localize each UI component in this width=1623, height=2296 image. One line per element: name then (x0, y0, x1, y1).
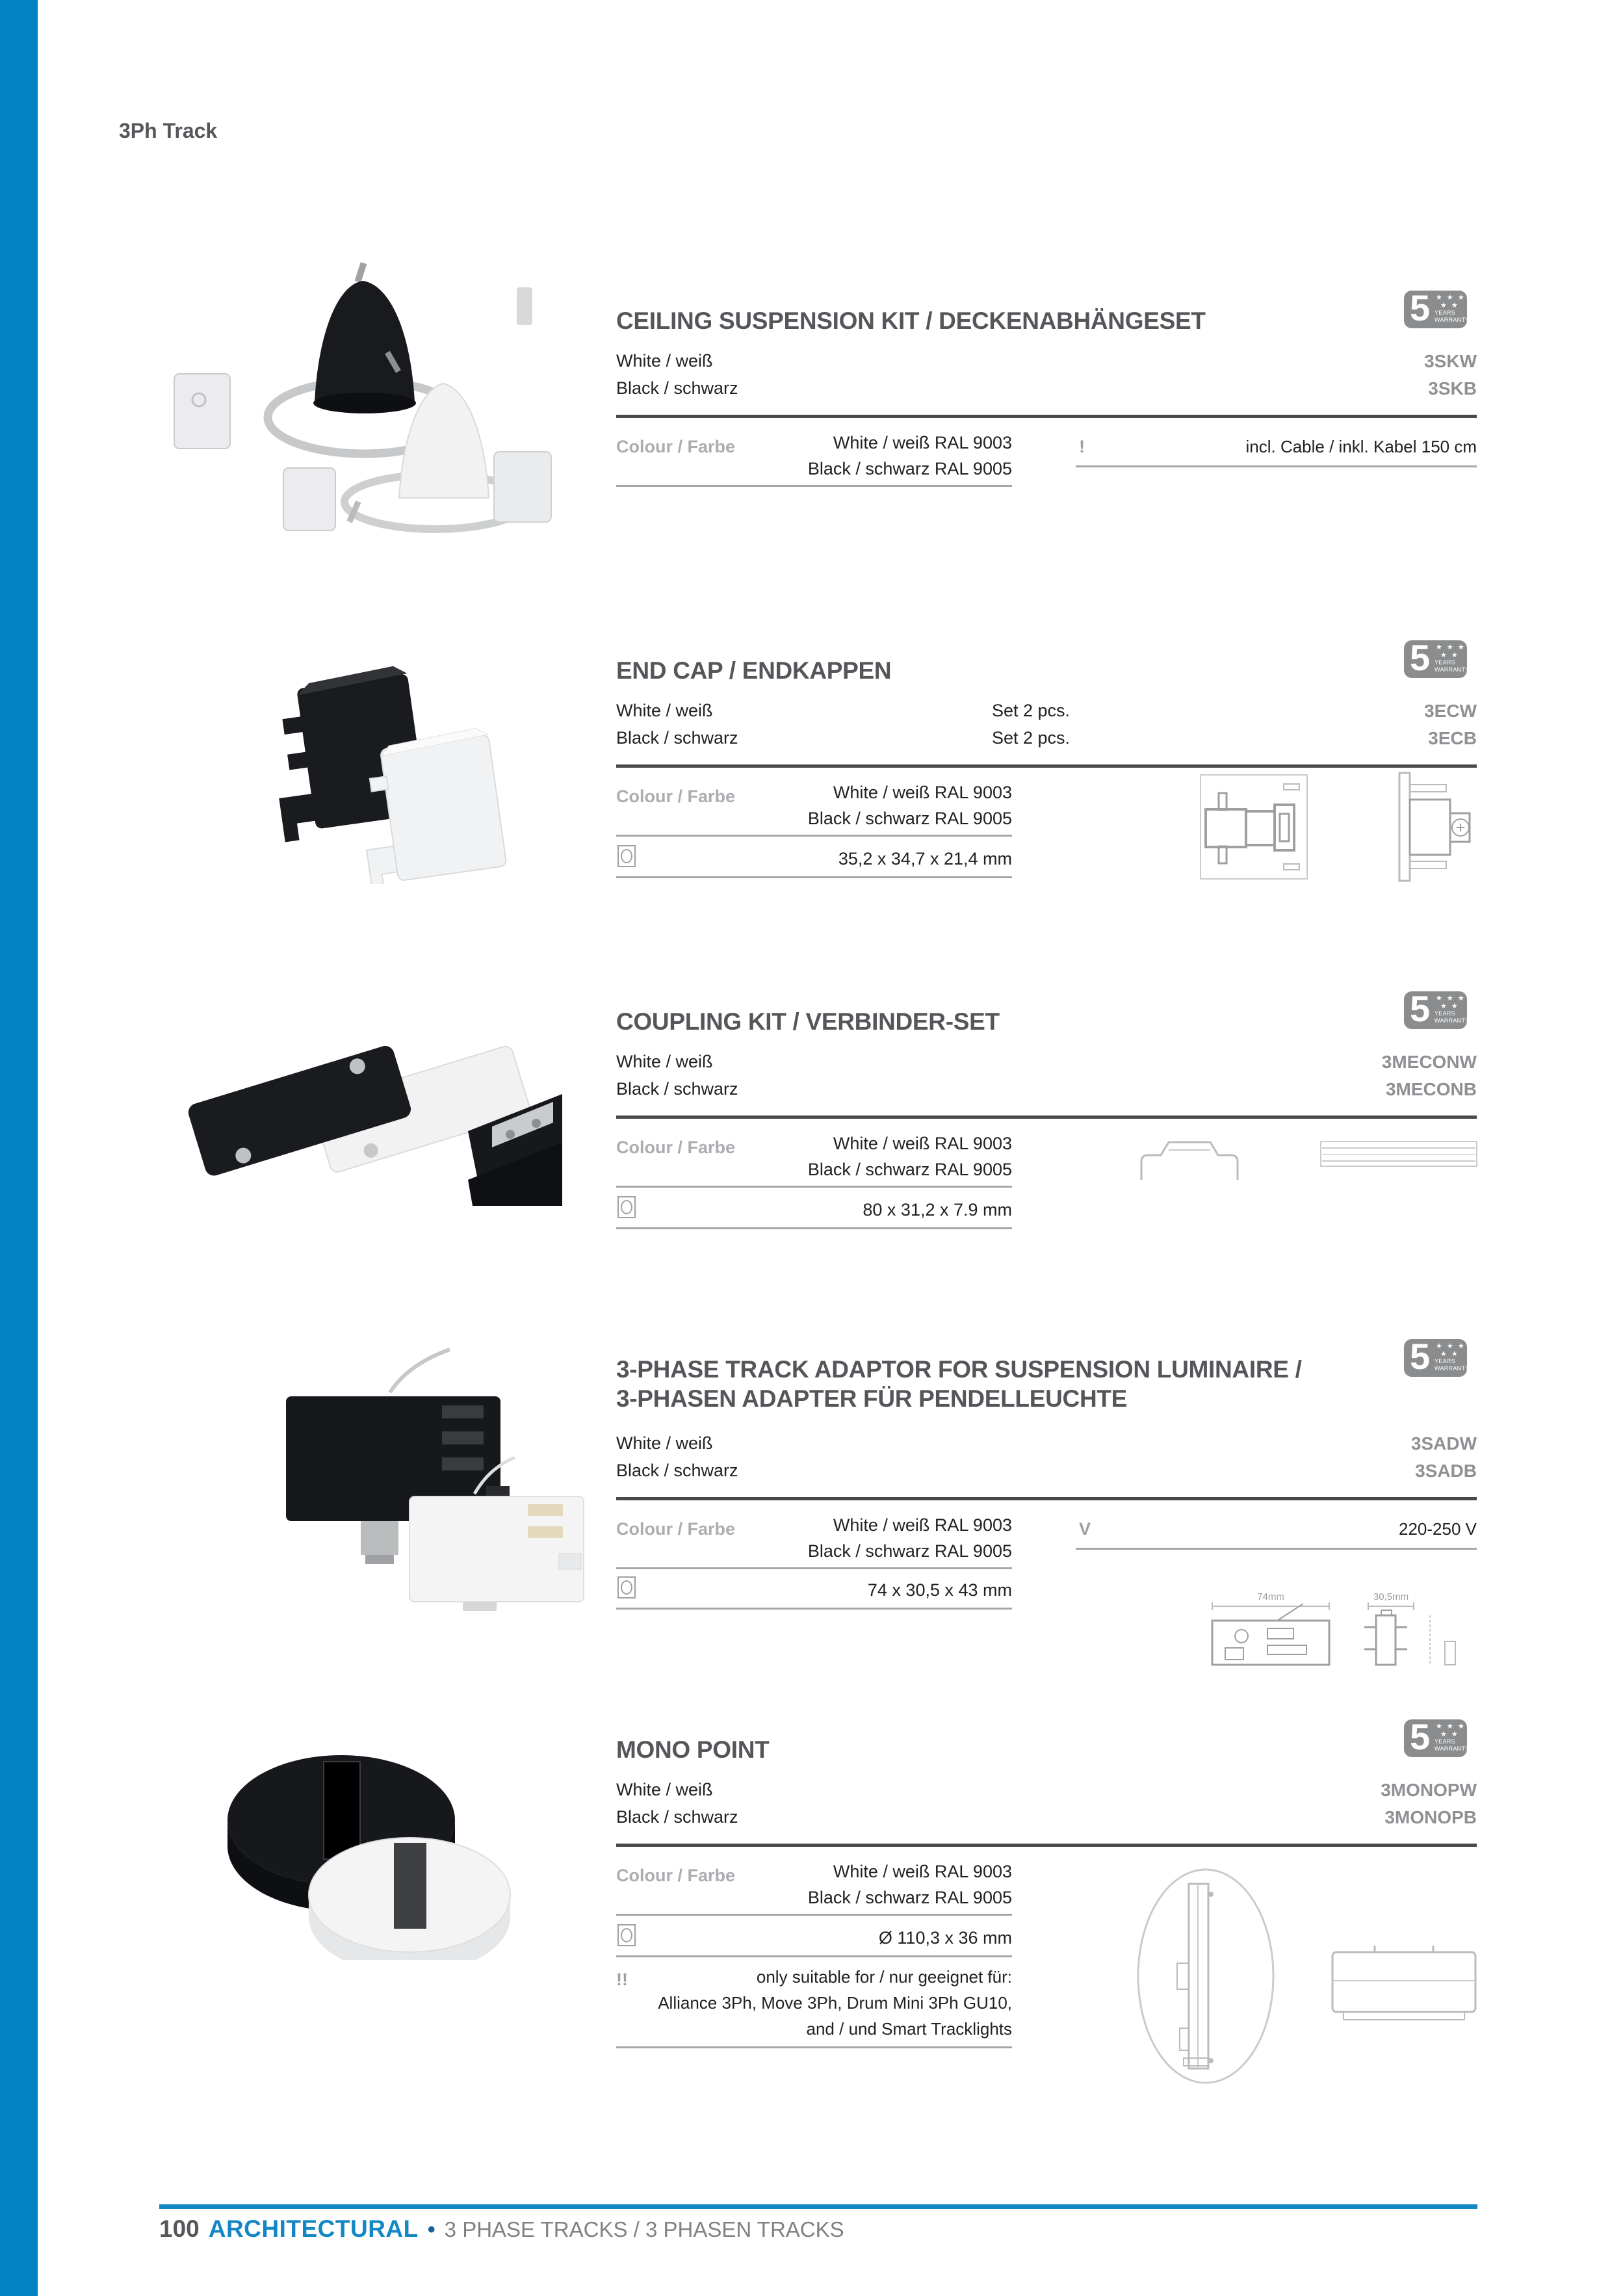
badge-stars-icon: ★ ★ (1440, 302, 1459, 309)
row-underline (616, 1608, 1012, 1610)
note-text: incl. Cable / inkl. Kabel 150 cm (1245, 437, 1477, 456)
colour-value-black: Black / schwarz RAL 9005 (807, 1888, 1012, 1907)
dimensions-icon (617, 1924, 636, 1946)
voltage-value: 220-250 V (1399, 1519, 1477, 1539)
product-section-mono-point (0, 1697, 1623, 2100)
row-underline (616, 1914, 1012, 1916)
variant-label-white: White / weiß (616, 1052, 713, 1071)
badge-years-label: YEARS (1435, 659, 1456, 666)
badge-years-label: YEARS (1435, 1738, 1456, 1745)
badge-warranty-label: WARRANTY (1435, 317, 1470, 323)
colour-value-black: Black / schwarz RAL 9005 (807, 459, 1012, 478)
row-underline (616, 1186, 1012, 1188)
row-underline (1076, 1548, 1477, 1550)
dimensions-icon (617, 1196, 636, 1218)
product-code-black: 3MECONB (1385, 1079, 1477, 1099)
badge-years-label: YEARS (1435, 1358, 1456, 1364)
colour-label: Colour / Farbe (616, 787, 736, 806)
badge-stars-icon: ★ ★ (1440, 1002, 1459, 1010)
warranty-badge (1404, 287, 1470, 328)
dimensions-value: Ø 110,3 x 36 mm (878, 1928, 1012, 1948)
colour-value-white: White / weiß RAL 9003 (833, 1862, 1012, 1881)
drawing-dim-width: 74mm (1257, 1591, 1284, 1602)
warning-marker: !! (616, 1970, 628, 1989)
product-code-white: 3SKW (1424, 351, 1477, 371)
warranty-badge (1404, 988, 1470, 1029)
warranty-badge (1404, 1336, 1470, 1377)
footer-rule (159, 2204, 1477, 2209)
product-title: MONO POINT (616, 1736, 770, 1763)
dimensions-value: 80 x 31,2 x 7.9 mm (863, 1200, 1012, 1220)
product-code-white: 3MONOPW (1381, 1780, 1477, 1800)
colour-label: Colour / Farbe (616, 1866, 736, 1885)
footer-bullet-icon: • (427, 2217, 435, 2242)
product-code-white: 3ECW (1424, 701, 1477, 721)
section-divider (616, 1497, 1477, 1500)
page-number: 100 (159, 2215, 200, 2242)
track-adaptor-photo (195, 1320, 585, 1612)
product-title-line2: 3-PHASEN ADAPTER FÜR PENDELLEUCHTE (616, 1385, 1128, 1412)
variant-qty-black: Set 2 pcs. (992, 728, 1071, 748)
dimensions-icon (617, 1576, 636, 1598)
badge-stars-icon: ★ ★ (1440, 1730, 1459, 1738)
colour-label: Colour / Farbe (616, 1138, 736, 1157)
badge-years-label: YEARS (1435, 309, 1456, 316)
badge-warranty-label: WARRANTY (1435, 1365, 1470, 1372)
badge-number: 5 (1410, 988, 1431, 1029)
warning-line-1: only suitable for / nur geeignet für: (756, 1967, 1012, 1987)
colour-value-white: White / weiß RAL 9003 (833, 1515, 1012, 1535)
variant-label-black: Black / schwarz (616, 1461, 738, 1480)
row-underline (616, 2046, 1012, 2048)
product-section-track-adaptor (0, 1320, 1623, 1697)
mono-point-photo (195, 1700, 520, 1960)
badge-stars-icon: ★ ★ ★ (1436, 294, 1466, 302)
product-code-white: 3MECONW (1381, 1052, 1477, 1072)
variant-label-white: White / weiß (616, 1780, 713, 1799)
variant-label-black: Black / schwarz (616, 1807, 738, 1827)
badge-stars-icon: ★ ★ (1440, 1350, 1459, 1358)
product-section-ceiling-suspension-kit (0, 254, 1623, 598)
badge-warranty-label: WARRANTY (1435, 666, 1470, 673)
section-divider (616, 1844, 1477, 1847)
variant-label-white: White / weiß (616, 701, 713, 720)
end-cap-front-drawing (1199, 774, 1310, 881)
section-divider (616, 415, 1477, 418)
page-title: 3Ph Track (119, 119, 218, 142)
badge-warranty-label: WARRANTY (1435, 1017, 1470, 1024)
product-section-end-cap (0, 637, 1623, 988)
badge-stars-icon: ★ ★ ★ (1436, 995, 1466, 1002)
colour-value-black: Black / schwarz RAL 9005 (807, 809, 1012, 828)
footer (159, 2215, 844, 2243)
badge-warranty-label: WARRANTY (1435, 1745, 1470, 1752)
product-code-white: 3SADW (1410, 1433, 1477, 1454)
badge-number: 5 (1410, 1336, 1431, 1377)
section-divider (616, 1115, 1477, 1119)
coupling-kit-photo (172, 991, 562, 1206)
colour-value-white: White / weiß RAL 9003 (833, 433, 1012, 452)
product-title: COUPLING KIT / VERBINDER-SET (616, 1008, 1000, 1035)
drawing-dim-depth: 30,5mm (1373, 1591, 1409, 1602)
colour-value-black: Black / schwarz RAL 9005 (807, 1160, 1012, 1179)
dimensions-value: 35,2 x 34,7 x 21,4 mm (838, 849, 1012, 868)
colour-value-black: Black / schwarz RAL 9005 (807, 1541, 1012, 1561)
footer-brand: ARCHITECTURAL (208, 2215, 419, 2242)
end-cap-side-drawing (1394, 770, 1479, 884)
track-adaptor-drawing (1206, 1589, 1479, 1671)
badge-number: 5 (1410, 637, 1431, 678)
badge-years-label: YEARS (1435, 1010, 1456, 1017)
product-title: END CAP / ENDKAPPEN (616, 657, 892, 684)
product-title: CEILING SUSPENSION KIT / DECKENABHÄNGESET (616, 307, 1206, 334)
warranty-badge (1404, 637, 1470, 678)
badge-stars-icon: ★ ★ ★ (1436, 644, 1466, 651)
colour-value-white: White / weiß RAL 9003 (833, 783, 1012, 802)
badge-stars-icon: ★ ★ ★ (1436, 1342, 1466, 1350)
product-code-black: 3SADB (1415, 1461, 1477, 1481)
row-underline (616, 485, 1012, 487)
ceiling-suspension-kit-photo (156, 254, 559, 533)
coupling-profile-drawing (1319, 1136, 1479, 1172)
row-underline (1076, 465, 1477, 467)
dimensions-value: 74 x 30,5 x 43 mm (867, 1580, 1012, 1600)
warning-line-3: and / und Smart Tracklights (806, 2019, 1012, 2039)
product-section-coupling-kit (0, 988, 1623, 1320)
badge-number: 5 (1410, 1716, 1431, 1757)
row-underline (616, 1955, 1012, 1957)
variant-label-black: Black / schwarz (616, 1079, 738, 1099)
section-divider (616, 764, 1477, 768)
warning-line-2: Alliance 3Ph, Move 3Ph, Drum Mini 3Ph GU10, (658, 1993, 1012, 2013)
row-underline (616, 876, 1012, 878)
variant-qty-white: Set 2 pcs. (992, 701, 1071, 720)
row-underline (616, 835, 1012, 837)
product-code-black: 3MONOPB (1384, 1807, 1477, 1827)
product-title-line1: 3-PHASE TRACK ADAPTOR FOR SUSPENSION LUMINAIRE / (616, 1356, 1302, 1383)
end-cap-photo (227, 644, 565, 884)
variant-label-black: Black / schwarz (616, 378, 738, 398)
product-code-black: 3SKB (1428, 378, 1477, 398)
badge-stars-icon: ★ ★ (1440, 651, 1459, 659)
mono-point-canopy-drawing (1329, 1940, 1479, 2031)
variant-label-black: Black / schwarz (616, 728, 738, 748)
colour-value-white: White / weiß RAL 9003 (833, 1134, 1012, 1153)
badge-stars-icon: ★ ★ ★ (1436, 1723, 1466, 1730)
dimensions-icon (617, 845, 636, 867)
row-underline (616, 1567, 1012, 1569)
product-code-black: 3ECB (1428, 728, 1477, 748)
variant-label-white: White / weiß (616, 351, 713, 371)
note-marker: ! (1079, 437, 1085, 456)
badge-number: 5 (1410, 287, 1431, 328)
mono-point-section-drawing (1134, 1866, 1277, 2087)
variant-label-white: White / weiß (616, 1433, 713, 1453)
coupling-clip-drawing (1137, 1134, 1241, 1183)
voltage-label: V (1079, 1519, 1091, 1539)
colour-label: Colour / Farbe (616, 437, 736, 456)
footer-section: 3 PHASE TRACKS / 3 PHASEN TRACKS (444, 2217, 844, 2241)
warranty-badge (1404, 1716, 1470, 1757)
colour-label: Colour / Farbe (616, 1519, 736, 1539)
row-underline (616, 1227, 1012, 1229)
